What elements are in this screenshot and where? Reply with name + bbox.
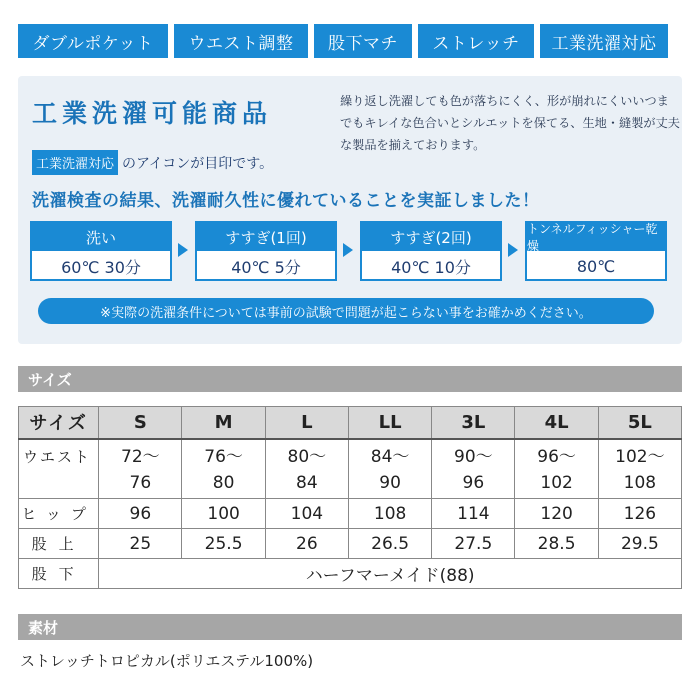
material-section-heading: 素材 xyxy=(18,614,682,640)
wash-step-dry xyxy=(525,221,667,281)
hip-value: 100 xyxy=(182,499,265,529)
wash-badge: 工業洗濯対応 xyxy=(32,150,118,175)
waist-to: 96 xyxy=(432,469,515,499)
waist-from: 90〜 xyxy=(432,439,515,469)
arrow-icon xyxy=(343,243,353,257)
step-value: 80℃ xyxy=(576,256,616,276)
hip-value: 108 xyxy=(348,499,431,529)
step-value: 40℃ 10分 xyxy=(391,257,471,277)
waist-to: 76 xyxy=(99,469,182,499)
arrow-icon xyxy=(508,243,518,257)
tag-stretch: ストレッチ xyxy=(418,24,534,58)
inseam-label: 股下 xyxy=(19,559,99,589)
inseam-value: ハーフマーメイド(88) xyxy=(99,559,682,589)
tag-double-pocket: ダブルポケット xyxy=(18,24,168,58)
tag-industrial-wash: 工業洗濯対応 xyxy=(540,24,668,58)
waist-from: 80〜 xyxy=(265,439,348,469)
step-name: トンネルフィッシャー乾燥 xyxy=(527,223,665,251)
waist-from: 84〜 xyxy=(348,439,431,469)
size-table xyxy=(18,406,682,589)
rise-value: 27.5 xyxy=(432,529,515,559)
rise-value: 25.5 xyxy=(182,529,265,559)
icon-note xyxy=(32,150,273,175)
waist-from: 96〜 xyxy=(515,439,598,469)
rise-value: 25 xyxy=(99,529,182,559)
wash-title: 工業洗濯可能商品 xyxy=(32,99,273,128)
waist-from: 76〜 xyxy=(182,439,265,469)
wash-step-rinse-2 xyxy=(360,221,502,281)
size-section-heading: サイズ xyxy=(18,366,682,392)
wash-step-rinse-1 xyxy=(195,221,337,281)
waist-to: 84 xyxy=(265,469,348,499)
waist-to: 80 xyxy=(182,469,265,499)
step-name: すすぎ(2回) xyxy=(362,223,500,251)
hip-label: ヒップ xyxy=(19,499,99,529)
step-name: すすぎ(1回) xyxy=(197,223,335,251)
wash-description: 繰り返し洗濯しても色が落ちにくく、形が崩れにくいいつまでもキレイな色合いとシルエットを保てる、生地・縫製が丈夫な製品を揃えております。 xyxy=(340,94,680,152)
size-M: M xyxy=(182,407,265,439)
rise-label: 股上 xyxy=(19,529,99,559)
size-header-row xyxy=(19,407,682,439)
wash-note: ※実際の洗濯条件については事前の試験で問題が起こらない事をお確かめください。 xyxy=(38,298,654,324)
tag-waist-adjust: ウエスト調整 xyxy=(174,24,308,58)
hip-value: 104 xyxy=(265,499,348,529)
hip-row xyxy=(19,499,682,529)
size-L: L xyxy=(265,407,348,439)
waist-row-bottom xyxy=(19,469,682,499)
waist-to: 108 xyxy=(598,469,681,499)
hip-value: 120 xyxy=(515,499,598,529)
feature-tags xyxy=(18,24,682,58)
arrow-icon xyxy=(178,243,188,257)
step-value: 60℃ 30分 xyxy=(61,257,141,277)
size-header-label: サイズ xyxy=(19,407,99,439)
verified-statement: 洗濯検査の結果、洗濯耐久性に優れていることを実証しました！ xyxy=(32,191,540,211)
tag-crotch-gusset: 股下マチ xyxy=(314,24,412,58)
rise-row xyxy=(19,529,682,559)
waist-from: 102〜 xyxy=(598,439,681,469)
hip-value: 96 xyxy=(99,499,182,529)
industrial-wash-panel xyxy=(18,76,682,344)
material-text: ストレッチトロピカル(ポリエステル100%) xyxy=(20,652,314,670)
step-name: 洗い xyxy=(32,223,170,251)
hip-value: 126 xyxy=(598,499,681,529)
size-S: S xyxy=(99,407,182,439)
rise-value: 26 xyxy=(265,529,348,559)
waist-to: 102 xyxy=(515,469,598,499)
step-value: 40℃ 5分 xyxy=(231,257,301,277)
size-4L: 4L xyxy=(515,407,598,439)
waist-from: 72〜 xyxy=(99,439,182,469)
size-3L: 3L xyxy=(432,407,515,439)
size-LL: LL xyxy=(348,407,431,439)
waist-label: ウエスト xyxy=(19,439,99,499)
size-5L: 5L xyxy=(598,407,681,439)
rise-value: 26.5 xyxy=(348,529,431,559)
icon-note-text: のアイコンが目印です。 xyxy=(122,155,274,172)
wash-step-wash xyxy=(30,221,172,281)
rise-value: 28.5 xyxy=(515,529,598,559)
hip-value: 114 xyxy=(432,499,515,529)
waist-row-top xyxy=(19,439,682,469)
waist-to: 90 xyxy=(348,469,431,499)
rise-value: 29.5 xyxy=(598,529,681,559)
inseam-row xyxy=(19,559,682,589)
